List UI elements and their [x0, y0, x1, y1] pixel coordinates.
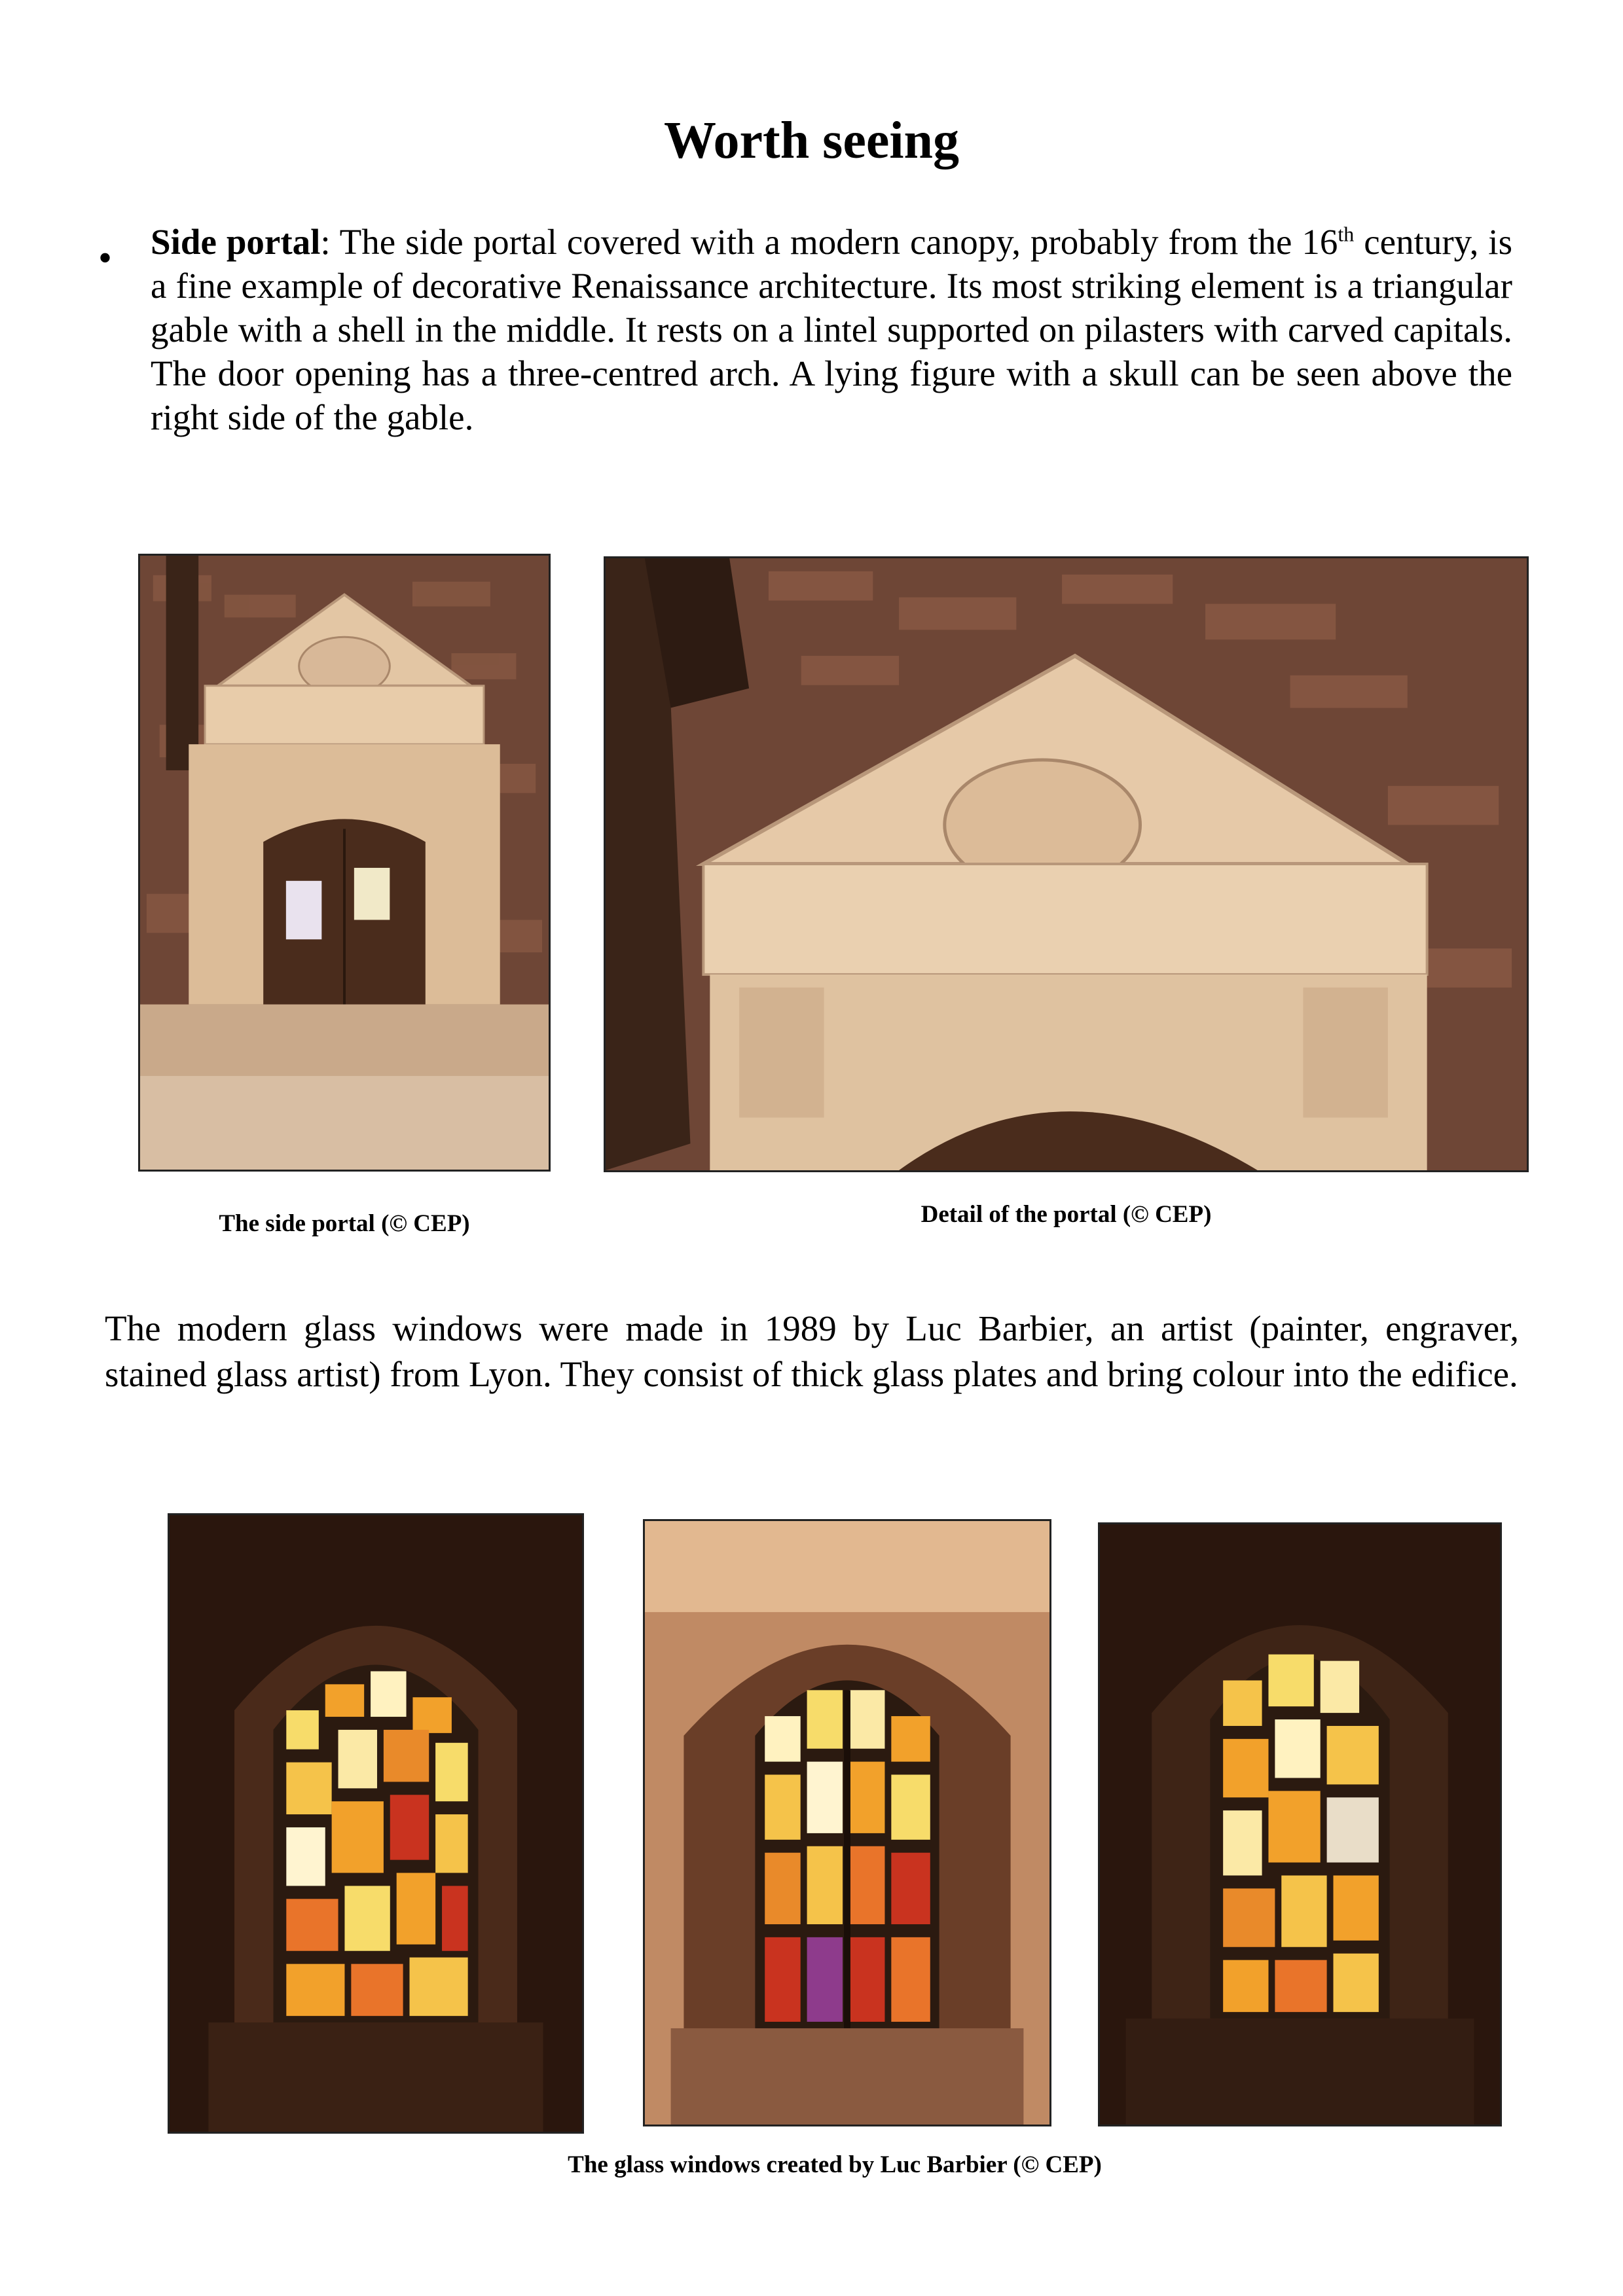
bullet-text-part1: The side portal covered with a modern canopy, probably from the 16: [330, 222, 1338, 262]
glass-window-photo-3: [1098, 1522, 1502, 2126]
glass-window-photo-2: [643, 1519, 1051, 2126]
side-portal-photo: [138, 554, 551, 1172]
portal-detail-photo: [604, 556, 1529, 1172]
bullet-icon: •: [98, 236, 113, 279]
side-portal-description: [151, 220, 1512, 439]
portal-detail-caption: Detail of the portal (© CEP): [921, 1201, 1212, 1228]
glass-window-photo-1: [168, 1513, 584, 2134]
page-title: Worth seeing: [663, 112, 960, 170]
bullet-colon: :: [320, 222, 331, 262]
bullet-label: Side portal: [151, 222, 321, 262]
bullet-text-part2: century, is a fine example of decorative Renaissance architecture. Its most striking element is a triangular gable with a shell in the middle. It rests on a lintel supported on pilasters with carved capitals. The door opening has a three-centred arch. A lying figure with a skull can be seen above the right side of the gable.: [151, 222, 1512, 437]
bullet-superscript: th: [1338, 222, 1355, 246]
glass-windows-paragraph: The modern glass windows were made in 1989 by Luc Barbier, an artist (painter, engraver, stained glass artist) from Lyon. They consist of thick glass plates and bring colour into the edifice.: [105, 1308, 1519, 1394]
glass-windows-caption: The glass windows created by Luc Barbier (© CEP): [568, 2151, 1102, 2178]
side-portal-caption: The side portal (© CEP): [219, 1210, 470, 1237]
